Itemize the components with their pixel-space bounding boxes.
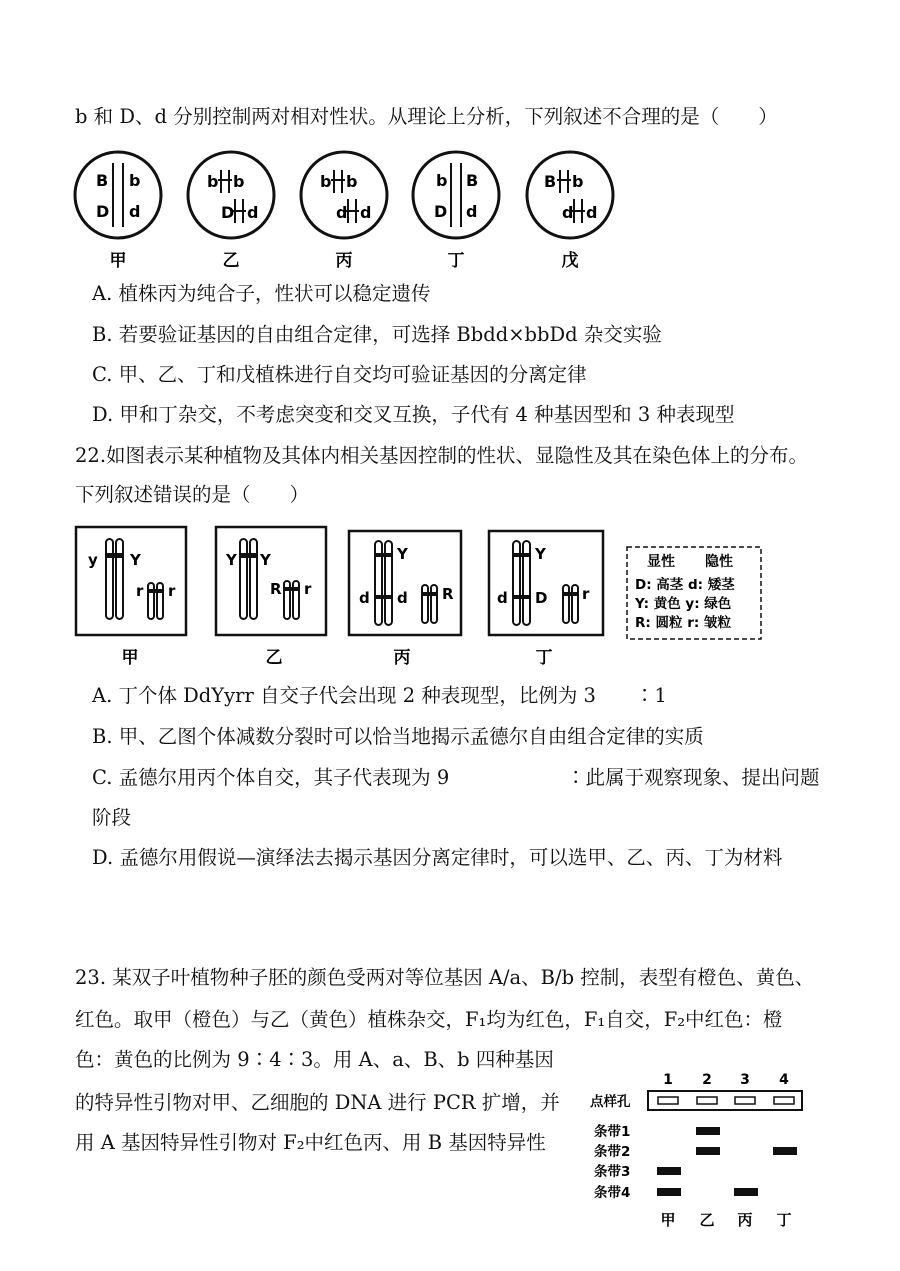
gene-label: R bbox=[442, 585, 454, 603]
cell-label: 丁 bbox=[447, 251, 465, 271]
gene-label: Y bbox=[535, 545, 546, 563]
gene-label: b bbox=[207, 172, 219, 191]
band-label: 条带4 bbox=[594, 1185, 631, 1201]
cell-label: 乙 bbox=[222, 251, 240, 271]
gene-label: B bbox=[96, 171, 109, 190]
lane-number: 3 bbox=[740, 1072, 750, 1088]
band-label: 条带1 bbox=[594, 1124, 631, 1140]
cell-wu bbox=[527, 152, 613, 238]
gene-label: d bbox=[360, 203, 372, 222]
gene-label: r bbox=[304, 580, 312, 598]
gene-label: d bbox=[497, 589, 508, 607]
gene-label: D bbox=[434, 202, 448, 221]
box-bing bbox=[349, 531, 461, 635]
band-label: 条带3 bbox=[594, 1164, 631, 1180]
lane-number: 1 bbox=[663, 1072, 673, 1088]
legend-dominant-header: 显性 bbox=[647, 554, 675, 570]
legend-recessive-header: 隐性 bbox=[705, 554, 733, 570]
gene-label: b bbox=[320, 172, 332, 191]
gene-label: Y bbox=[260, 551, 271, 569]
q21-stem: b 和 D、d 分别控制两对相对性状。从理论上分析，下列叙述不合理的是（ ） bbox=[75, 105, 778, 128]
gene-label: b bbox=[233, 172, 245, 191]
q22-chromosome-figure bbox=[74, 525, 774, 675]
band-lane1-band3 bbox=[657, 1167, 681, 1175]
cell-ding bbox=[413, 152, 499, 238]
box-label: 乙 bbox=[265, 648, 283, 668]
q23-line2: 红色。取甲（橙色）与乙（黄色）植株杂交，F₁均为红色，F₁自交，F₂中红色：橙 bbox=[75, 1008, 783, 1031]
box-yi bbox=[216, 527, 326, 635]
q22-stem-line2: 下列叙述错误的是（ ） bbox=[75, 483, 310, 506]
gene-label: D bbox=[96, 202, 110, 221]
gene-label: y bbox=[88, 551, 98, 569]
gene-label: B bbox=[466, 171, 479, 190]
box-ding bbox=[489, 531, 603, 635]
q21-option-a: A. 植株丙为纯合子，性状可以稳定遗传 bbox=[92, 282, 431, 305]
gene-label: Y bbox=[226, 551, 237, 569]
cell-label: 丙 bbox=[335, 251, 353, 271]
box-jia bbox=[76, 527, 186, 635]
gene-label: b bbox=[436, 171, 448, 190]
sample-label: 乙 bbox=[699, 1211, 715, 1229]
legend-box bbox=[627, 547, 761, 639]
sample-label: 甲 bbox=[660, 1211, 676, 1229]
gene-label: R bbox=[270, 580, 282, 598]
gene-label: D bbox=[221, 203, 235, 222]
band-lane3-band4 bbox=[734, 1188, 758, 1196]
gene-label: r bbox=[582, 585, 590, 603]
lane-number: 2 bbox=[702, 1072, 712, 1088]
box-label: 丙 bbox=[393, 648, 411, 668]
q23-line4: 的特异性引物对甲、乙细胞的 DNA 进行 PCR 扩增，并 bbox=[75, 1091, 560, 1114]
q22-option-a: A. 丁个体 DdYyrr 自交子代会出现 2 种表现型，比例为 3 ∶1 bbox=[92, 684, 667, 707]
q22-option-c-part1: C. 孟德尔用丙个体自交，其子代表现为 9 bbox=[92, 766, 450, 789]
gene-label: d bbox=[336, 203, 348, 222]
q23-line3: 色：黄色的比例为 9∶4∶3。用 A、a、B、b 四种基因 bbox=[75, 1048, 554, 1071]
q23-gel-figure bbox=[590, 1070, 810, 1235]
sample-label: 丁 bbox=[776, 1211, 792, 1229]
q21-option-b: B. 若要验证基因的自由组合定律，可选择 Bbdd×bbDd 杂交实验 bbox=[92, 323, 662, 346]
q22-stem-line1: 22.如图表示某种植物及其体内相关基因控制的性状、显隐性及其在染色体上的分布。 bbox=[75, 444, 809, 467]
gene-label: D bbox=[535, 589, 548, 607]
gene-label: d bbox=[586, 203, 598, 222]
cell-jia bbox=[75, 152, 161, 238]
band-lane2-band2 bbox=[696, 1147, 720, 1155]
q21-option-c: C. 甲、乙、丁和戊植株进行自交均可验证基因的分离定律 bbox=[92, 363, 587, 386]
gene-label: b bbox=[572, 172, 584, 191]
band-lane1-band4 bbox=[657, 1188, 681, 1196]
q22-option-c-part2: ∶此属于观察现象、提出问题 bbox=[566, 766, 820, 789]
gene-label: r bbox=[168, 582, 176, 600]
band-lane4-band2 bbox=[773, 1147, 797, 1155]
box-label: 丁 bbox=[535, 648, 553, 668]
q23-line5: 用 A 基因特异性引物对 F₂中红色丙、用 B 基因特异性 bbox=[75, 1131, 546, 1154]
band-label: 条带2 bbox=[594, 1144, 631, 1160]
q22-option-d: D. 孟德尔用假说—演绎法去揭示基因分离定律时，可以选甲、乙、丙、丁为材料 bbox=[92, 846, 783, 869]
gene-label: Y bbox=[130, 551, 141, 569]
gene-label: d bbox=[466, 202, 478, 221]
legend-row: D: 高茎 d: 矮茎 bbox=[635, 577, 735, 593]
band-lane2-band1 bbox=[696, 1127, 720, 1135]
gene-label: B bbox=[544, 172, 557, 191]
gene-label: d bbox=[359, 589, 370, 607]
cell-label: 戊 bbox=[561, 251, 579, 271]
sample-label: 丙 bbox=[737, 1211, 753, 1229]
q21-option-d: D. 甲和丁杂交，不考虑突变和交叉互换，子代有 4 种基因型和 3 种表现型 bbox=[92, 403, 735, 426]
gene-label: Y bbox=[397, 545, 408, 563]
well-label: 点样孔 bbox=[590, 1094, 631, 1110]
legend-row: Y: 黄色 y: 绿色 bbox=[635, 596, 732, 612]
gene-label: d bbox=[247, 203, 259, 222]
cell-yi bbox=[188, 152, 274, 238]
cell-bing bbox=[301, 152, 387, 238]
cell-label: 甲 bbox=[109, 251, 127, 271]
legend-row: R: 圆粒 r: 皱粒 bbox=[635, 615, 731, 631]
q21-cell-figure bbox=[70, 148, 630, 273]
q22-option-c-part3: 阶段 bbox=[92, 806, 132, 829]
lane-number: 4 bbox=[779, 1072, 789, 1088]
gene-label: d bbox=[562, 203, 574, 222]
box-label: 甲 bbox=[121, 648, 139, 668]
gene-label: d bbox=[129, 202, 141, 221]
q22-option-b: B. 甲、乙图个体减数分裂时可以恰当地揭示孟德尔自由组合定律的实质 bbox=[92, 725, 704, 748]
gene-label: b bbox=[346, 172, 358, 191]
gene-label: d bbox=[397, 589, 408, 607]
gene-label: r bbox=[136, 582, 144, 600]
gene-label: b bbox=[129, 171, 141, 190]
q23-line1: 23. 某双子叶植物种子胚的颜色受两对等位基因 A/a、B/b 控制，表型有橙色、黄色、 bbox=[75, 966, 815, 989]
